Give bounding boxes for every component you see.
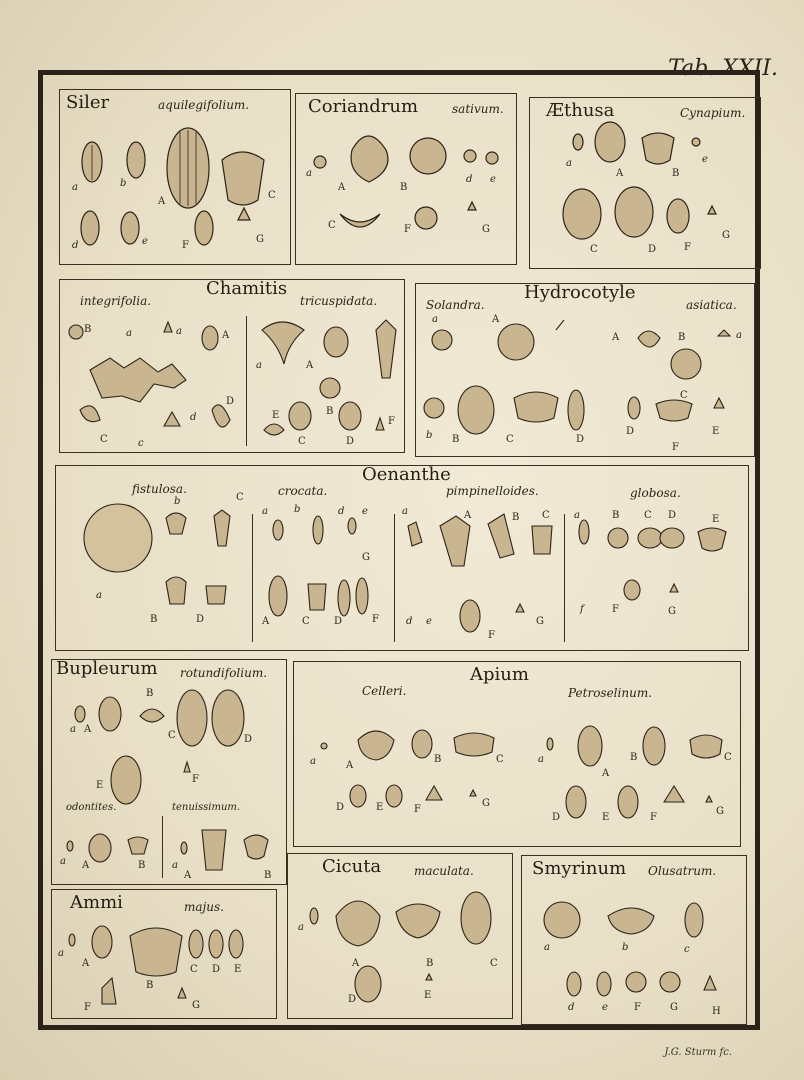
- fig-label: C: [268, 190, 276, 201]
- fig-label: D: [212, 964, 221, 975]
- genus-title: Æthusa: [546, 100, 615, 121]
- seed-illustrations: [56, 466, 750, 652]
- fig-label: C: [506, 434, 514, 445]
- fig-label: C: [590, 244, 598, 255]
- fig-label: e: [142, 236, 148, 247]
- fig-label: A: [158, 196, 166, 207]
- fig-label: F: [414, 804, 421, 815]
- fig-label: H: [712, 1006, 721, 1017]
- species-name: pimpinelloides.: [446, 484, 539, 498]
- species-name: crocata.: [278, 484, 328, 498]
- fig-label: F: [388, 416, 395, 427]
- fig-label: a: [96, 590, 102, 601]
- panel-ammi: [51, 889, 277, 1019]
- genus-title: Coriandrum: [308, 96, 419, 117]
- fig-label: A: [346, 760, 354, 771]
- fig-label: F: [488, 630, 495, 641]
- fig-label: D: [196, 614, 205, 625]
- fig-label: a: [736, 330, 742, 341]
- fig-label: E: [424, 990, 432, 1001]
- fig-label: d: [72, 240, 79, 251]
- seed-illustrations: [60, 280, 406, 454]
- species-name: Olusatrum.: [648, 864, 717, 878]
- species-name: asiatica.: [686, 298, 737, 312]
- fig-label: B: [434, 754, 442, 765]
- fig-label: A: [602, 768, 610, 779]
- panel-smyrinum: [521, 855, 747, 1025]
- panel-siler: [59, 89, 291, 265]
- fig-label: a: [262, 506, 268, 517]
- fig-label: d: [568, 1002, 575, 1013]
- fig-label: C: [644, 510, 652, 521]
- genus-title: Chamitis: [206, 278, 288, 299]
- fig-label: f: [580, 604, 584, 615]
- fig-label: e: [426, 616, 432, 627]
- panel-chamitis: [59, 279, 405, 453]
- fig-label: F: [372, 614, 379, 625]
- fig-label: B: [452, 434, 460, 445]
- fig-label: F: [84, 1002, 91, 1013]
- fig-label: F: [404, 224, 411, 235]
- fig-label: A: [492, 314, 500, 325]
- fig-label: D: [648, 244, 657, 255]
- fig-label: B: [264, 870, 272, 881]
- fig-label: b: [174, 496, 181, 507]
- fig-label: A: [262, 616, 270, 627]
- fig-label: a: [172, 860, 178, 871]
- fig-label: E: [712, 426, 720, 437]
- fig-label: A: [352, 958, 360, 969]
- fig-label: C: [328, 220, 336, 231]
- fig-label: D: [348, 994, 357, 1005]
- species-name: integrifolia.: [80, 294, 152, 308]
- fig-label: e: [702, 154, 708, 165]
- fig-label: E: [376, 802, 384, 813]
- fig-label: G: [482, 798, 490, 809]
- fig-label: C: [236, 492, 244, 503]
- fig-label: a: [538, 754, 544, 765]
- engraver-credit: J.G. Sturm fc.: [664, 1047, 732, 1058]
- species-name: tricuspidata.: [300, 294, 378, 308]
- species-name: tenuissimum.: [172, 802, 241, 813]
- fig-label: a: [126, 328, 132, 339]
- fig-label: b: [120, 178, 127, 189]
- fig-label: a: [566, 158, 572, 169]
- fig-label: F: [672, 442, 679, 453]
- fig-label: a: [432, 314, 438, 325]
- fig-label: b: [622, 942, 629, 953]
- fig-label: C: [490, 958, 498, 969]
- fig-label: F: [634, 1002, 641, 1013]
- fig-label: D: [552, 812, 561, 823]
- fig-label: C: [302, 616, 310, 627]
- fig-label: B: [612, 510, 620, 521]
- fig-label: E: [602, 812, 610, 823]
- fig-label: a: [72, 182, 78, 193]
- panel-coriandrum: [295, 93, 517, 265]
- fig-label: F: [684, 242, 691, 253]
- panel-cicuta: [287, 853, 513, 1019]
- species-name: odontites.: [66, 802, 117, 813]
- fig-label: F: [612, 604, 619, 615]
- seed-illustrations: [522, 856, 748, 1026]
- fig-label: D: [668, 510, 677, 521]
- fig-label: d: [406, 616, 413, 627]
- fig-label: E: [234, 964, 242, 975]
- genus-title: Oenanthe: [362, 464, 451, 485]
- plate-number: Tab. XXII.: [668, 56, 778, 81]
- fig-label: G: [536, 616, 544, 627]
- fig-label: B: [138, 860, 146, 871]
- fig-label: A: [306, 360, 314, 371]
- fig-label: C: [542, 510, 550, 521]
- fig-label: a: [298, 922, 304, 933]
- fig-label: A: [84, 724, 92, 735]
- fig-label: a: [176, 326, 182, 337]
- fig-label: c: [684, 944, 690, 955]
- fig-label: a: [70, 724, 76, 735]
- fig-label: B: [512, 512, 520, 523]
- fig-label: B: [146, 688, 154, 699]
- species-name: rotundifolium.: [180, 666, 268, 680]
- species-name: globosa.: [630, 486, 681, 500]
- seed-illustrations: [294, 662, 742, 848]
- species-name: Petroselinum.: [568, 686, 653, 700]
- fig-label: D: [346, 436, 355, 447]
- fig-label: B: [146, 980, 154, 991]
- fig-label: d: [190, 412, 197, 423]
- fig-label: B: [400, 182, 408, 193]
- fig-label: G: [716, 806, 724, 817]
- species-name: Solandra.: [426, 298, 485, 312]
- fig-label: D: [336, 802, 345, 813]
- fig-label: A: [612, 332, 620, 343]
- genus-title: Apium: [470, 664, 529, 685]
- fig-label: C: [168, 730, 176, 741]
- fig-label: E: [272, 410, 280, 421]
- seed-illustrations: [288, 854, 514, 1020]
- panel-hydrocotyle: [415, 283, 755, 457]
- fig-label: C: [496, 754, 504, 765]
- fig-label: C: [724, 752, 732, 763]
- fig-label: B: [630, 752, 638, 763]
- fig-label: D: [626, 426, 635, 437]
- fig-label: a: [574, 510, 580, 521]
- species-name: fistulosa.: [132, 482, 187, 496]
- species-name: maculata.: [414, 864, 474, 878]
- fig-label: e: [490, 174, 496, 185]
- fig-label: b: [294, 504, 301, 515]
- fig-label: F: [192, 774, 199, 785]
- panel-oenanthe: [55, 465, 749, 651]
- genus-title: Smyrinum: [532, 858, 627, 879]
- fig-label: A: [616, 168, 624, 179]
- fig-label: e: [362, 506, 368, 517]
- fig-label: G: [482, 224, 490, 235]
- species-name: Cynapium.: [680, 106, 746, 120]
- fig-label: B: [678, 332, 686, 343]
- genus-title: Siler: [66, 92, 110, 113]
- fig-label: d: [338, 506, 345, 517]
- plate-frame: [38, 70, 760, 1030]
- seed-illustrations: [530, 98, 762, 270]
- fig-label: C: [190, 964, 198, 975]
- fig-label: A: [184, 870, 192, 881]
- species-name: majus.: [184, 900, 224, 914]
- fig-label: B: [84, 324, 92, 335]
- fig-label: B: [326, 406, 334, 417]
- fig-label: A: [82, 860, 90, 871]
- fig-label: b: [426, 430, 433, 441]
- genus-title: Ammi: [70, 892, 123, 913]
- seed-illustrations: [296, 94, 518, 266]
- fig-label: a: [544, 942, 550, 953]
- fig-label: D: [226, 396, 235, 407]
- fig-label: G: [362, 552, 370, 563]
- fig-label: G: [668, 606, 676, 617]
- panel-bupleurum: [51, 659, 287, 885]
- fig-label: G: [192, 1000, 200, 1011]
- panel-aethusa: [529, 97, 761, 269]
- fig-label: D: [576, 434, 585, 445]
- genus-title: Cicuta: [322, 856, 382, 877]
- genus-title: Bupleurum: [56, 658, 158, 679]
- genus-title: Hydrocotyle: [524, 282, 636, 303]
- fig-label: a: [306, 168, 312, 179]
- fig-label: E: [712, 514, 720, 525]
- fig-label: e: [602, 1002, 608, 1013]
- seed-illustrations: [52, 660, 288, 886]
- fig-label: d: [466, 174, 473, 185]
- fig-label: C: [298, 436, 306, 447]
- fig-label: B: [150, 614, 158, 625]
- fig-label: B: [672, 168, 680, 179]
- seed-illustrations: [416, 284, 756, 458]
- fig-label: D: [334, 616, 343, 627]
- fig-label: a: [256, 360, 262, 371]
- fig-label: A: [82, 958, 90, 969]
- fig-label: a: [60, 856, 66, 867]
- fig-label: F: [182, 240, 189, 251]
- fig-label: c: [138, 438, 144, 449]
- fig-label: G: [670, 1002, 678, 1013]
- fig-label: E: [96, 780, 104, 791]
- fig-label: D: [244, 734, 253, 745]
- species-name: sativum.: [452, 102, 504, 116]
- fig-label: a: [310, 756, 316, 767]
- fig-label: C: [680, 390, 688, 401]
- fig-label: a: [402, 506, 408, 517]
- fig-label: A: [464, 510, 472, 521]
- fig-label: a: [58, 948, 64, 959]
- fig-label: A: [222, 330, 230, 341]
- fig-label: C: [100, 434, 108, 445]
- seed-illustrations: [52, 890, 278, 1020]
- fig-label: G: [722, 230, 730, 241]
- species-name: aquilegifolium.: [158, 98, 250, 112]
- fig-label: G: [256, 234, 264, 245]
- fig-label: F: [650, 812, 657, 823]
- species-name: Celleri.: [362, 684, 407, 698]
- fig-label: A: [338, 182, 346, 193]
- fig-label: B: [426, 958, 434, 969]
- panel-apium: [293, 661, 741, 847]
